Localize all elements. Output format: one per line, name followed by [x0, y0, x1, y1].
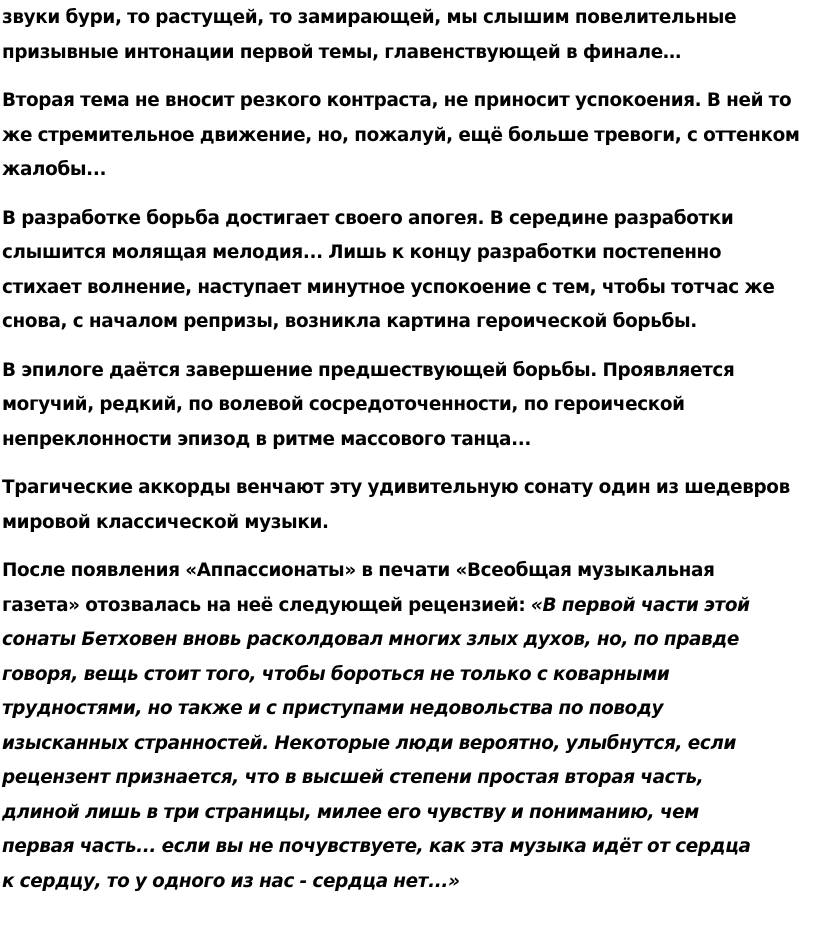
text-line: Вторая тема не вносит резкого контраста, не приносит успокоения. В ней то [2, 90, 792, 111]
paragraph-tragic-chords [2, 471, 816, 540]
paragraph-development [2, 202, 816, 340]
quote-line: длиной лишь в три страницы, милее его чувству и пониманию, чем [2, 801, 699, 823]
text-line: мировой классической музыки. [2, 511, 329, 533]
text-line: призывные интонации первой темы, главенствующей в финале… [2, 41, 681, 63]
text-line: В разработке борьба достигает своего апогея. В середине разработки [2, 207, 734, 229]
text-line: звуки бури, то растущей, то замирающей, мы слышим повелительные [2, 7, 737, 28]
text-line: непреклонности эпизод в ритме массового танца... [2, 428, 532, 450]
quote-line: говоря, вещь стоит того, чтобы бороться не только с коварными [2, 663, 670, 685]
quote-line: рецензент признается, что в высшей степени простая вторая часть, [2, 767, 704, 788]
paragraph-epilogue [2, 354, 816, 458]
text-line: После появления «Аппассионаты» в печати «Всеобщая музыкальная [2, 560, 715, 581]
quote-line: первая часть... если вы не почувствуете, как эта музыка идёт от сердца [2, 836, 751, 857]
paragraph-finale-themes [2, 1, 816, 70]
text-line: снова, с началом репризы, возникла картина героической борьбы. [2, 311, 697, 332]
paragraph-second-theme [2, 84, 816, 188]
text-line [2, 589, 816, 624]
quote-line: изысканных странностей. Некоторые люди вероятно, улыбнутся, если [2, 732, 737, 754]
text-line: стихает волнение, наступает минутное успокоение с тем, чтобы тотчас же [2, 276, 775, 298]
text-line: могучий, редкий, по волевой сосредоточенности, по героической [2, 394, 685, 415]
paragraph-review-quote [2, 554, 816, 899]
quote-line: к сердцу, то у одного из нас - сердца нет...» [2, 870, 460, 892]
quote-line: «В первой части этой [530, 594, 750, 616]
quote-line: трудностями, но также и с приступами недовольства по поводу [2, 698, 664, 719]
text-line: жалобы... [2, 159, 107, 180]
quote-line: сонаты Бетховен вновь расколдовал многих злых духов, но, по правде [2, 629, 739, 650]
text-line: Трагические аккорды венчают эту удивительную сонату один из шедевров [2, 477, 790, 498]
text-line: же стремительное движение, но, пожалуй, ещё больше тревоги, с оттенком [2, 124, 800, 146]
text-line: В эпилоге даётся завершение предшествующей борьбы. Проявляется [2, 359, 735, 381]
text-line: слышится молящая мелодия... Лишь к концу разработки постепенно [2, 242, 722, 263]
text-line-intro: газета» отозвалась на неё следующей рецензией: [2, 594, 531, 616]
